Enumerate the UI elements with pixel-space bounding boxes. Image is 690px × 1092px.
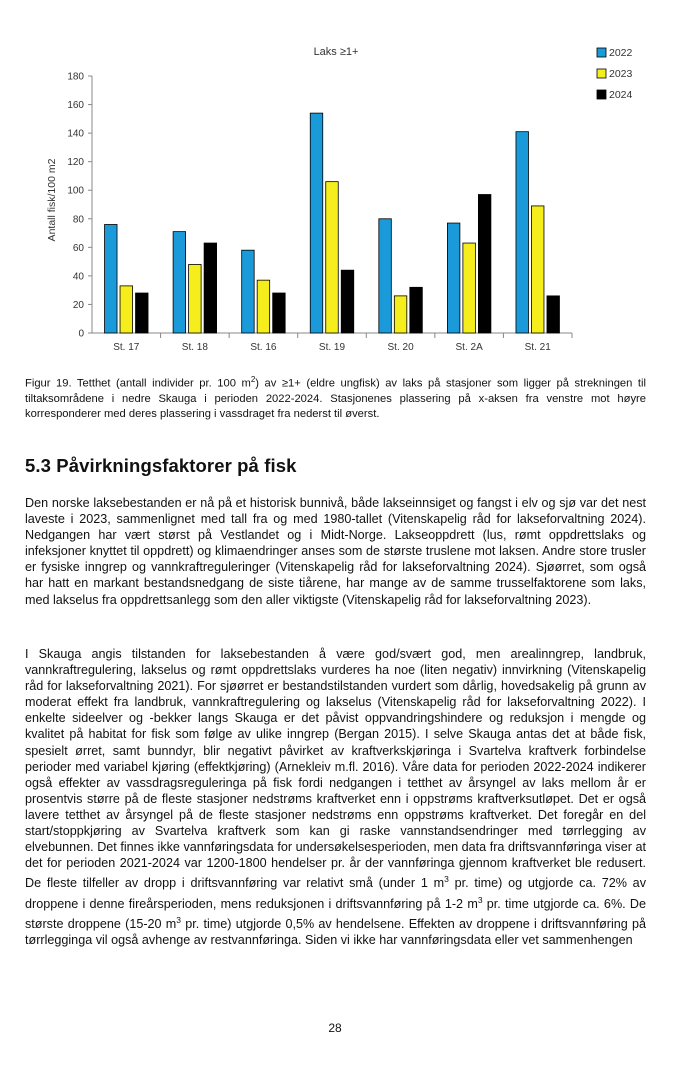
legend-swatch-2024 [597,90,606,99]
caption-rest: ) av ≥1+ (eldre ungfisk) av laks på stasjoner som ligger på strekningen til tiltaksområdene i nedre Skauga i perioden 2022-2024. Stasjonenes plassering på x-aksen fra venstre mot høyre korresponderer med deres plassering i vassdraget fra nederst til øverst. [25,377,646,420]
bar-2024-st21 [547,296,560,333]
paragraph-2-part-d: pr. time) utgjorde 0,5% av hendelsene. Effekten av droppene i driftsvannføring på tørrlegginga vil også avhenge av restvannføringa. Siden vi ikke har vannføringsdata eller vet sammenhengen [25,917,646,948]
paragraph-2-part-c: pr. time utgjorde ca. 6%. De største droppene (15-20 m [25,896,646,932]
bar-2022-st21 [516,132,529,333]
y-tick-label: 0 [78,328,84,340]
bar-2024-st17 [136,293,149,333]
superscript-1: 3 [444,874,449,885]
section-heading: 5.3 Påvirkningsfaktorer på fisk [25,455,297,476]
y-axis-label: Antall fisk/100 m2 [46,158,58,242]
bar-2024-st19 [341,270,354,333]
paragraph-2 [25,646,646,948]
legend-label-2024: 2024 [609,89,633,101]
bar-2023-st21 [531,206,544,333]
legend-swatch-2022 [597,48,606,57]
bar-2022-st20 [379,219,392,333]
x-tick-label: St. 16 [250,342,277,353]
paragraph-1: Den norske laksebestanden er nå på et historisk bunnivå, både lakseinnsiget og fangst i elv og sjø var det nest laveste i 2023, sammenlignet med tall fra og med 1980-tallet (Vitenskapelig råd for lakseforvaltning 2024). Nedgangen har vært størst på Vestlandet og i Midt-Norge. Lakseoppdrett (lus, rømt oppdrettslaks og infeksjoner knyttet til oppdrett) og klimaendringer anses som de største truslene mot laksen. Andre store trusler er fysiske inngrep og vannkraftreguleringer (Vitenskapelig råd for lakseforvaltning 2024). Sjøørret, som også har hatt en markant bestandsnedgang de siste tiårene, har mange av de samme trusselfaktorene som laks, med lakselus fra oppdrettsanlegg som den aller viktigste (Vitenskapelig råd for lakseforvaltning 2023). [25,496,646,607]
bar-2022-st16 [242,250,255,333]
chart-legend [597,47,633,101]
bar-2024-st2a [478,195,491,333]
bar-2023-st17 [120,286,132,333]
superscript-3: 3 [176,914,182,925]
y-tick-label: 100 [67,185,84,197]
paragraph-2-part-a: I Skauga angis tilstanden for laksebestanden å være god/svært god, men arealinngrep, landbruk, vannkraftregulering, lakselus og rømt oppdrettslaks vurderes ha noe (liten negativ) innvirkning (Vitenskapelig råd for lakseforvaltning 2021). For sjøørret er bestandstilstanden vurdert som dårlig, hovedsakelig på grunn av moderat effekt fra landbruk, vannkraftregulering og lakselus (Vitenskapelig råd for lakseforvaltning 2022). I enkelte sideelver og -bekker langs Skauga er det påvist oppvandringshindere og reduksjon i mengde og kvalitet på habitat for fisk som følge av ulike inngrep (Bergan 2015). I selve Skauga antas det at både fisk, spesielt ørret, samt bunndyr, blir negativt påvirket av kraftverkskjøringa i Svartelva kraftverk forbindelse perioder med variabel kjøring (effektkjøring) (Arnekleiv m.fl. 2016). Våre data for perioden 2022-2024 indikerer også effekter av vassdragsreguleringa på fisk fordi nedgangen i tetthet av årsyngel av laks mellom år er prosentvis større på de fleste stasjoner nedstrøms kraftverket enn i oppstrøms kraftverksutløpet. Det er også lavere tetthet av årsyngel på de fleste stasjoner nedstrøms enn oppstrøms kraftverket. Det foregår en del start/stoppkjøring av Svartelva kraftverk som kan gi raske vannstandsendringer med tørrlegging av elvebunnen. Det finnes ikke vannføringsdata for undersøkelsesperioden, men data fra driftsvannføringa viser at det for perioden 2021-2024 var 1200-1800 hendelser pr. år der vannføringa gjennom kraftverket ble redusert. De fleste tilfeller av dropp i driftsvannføring var relativt små (under 1 m [25,647,646,891]
y-tick-label: 60 [72,242,84,254]
x-tick-label: St. 19 [318,342,346,353]
y-tick-label: 140 [67,128,84,140]
bar-2022-st19 [310,113,323,333]
y-tick-label: 120 [67,157,84,169]
y-tick-label: 20 [72,299,84,311]
bar-2023-st18 [189,264,202,333]
x-tick-label: St. 21 [524,342,551,353]
bar-2023-st2a [463,243,476,333]
x-tick-label: St. 2A [455,342,483,353]
x-tick-label: St. 20 [387,342,414,353]
bar-2022-st18 [173,232,186,333]
bar-2023-st19 [326,182,339,333]
y-tick-label: 180 [67,71,84,83]
bar-2022-st17 [105,224,118,333]
caption-lead: Figur 19. Tetthet (antall individer pr. 100 m [25,377,251,390]
y-tick-label: 40 [72,271,84,283]
chart-title: Laks ≥1+ [313,46,359,58]
bar-2023-st20 [394,296,407,333]
bar-2024-st20 [410,287,423,333]
plot-area [67,72,572,354]
y-tick-label: 160 [67,100,84,112]
bar-2024-st18 [204,243,217,333]
bar-2023-st16 [257,280,270,333]
legend-swatch-2023 [597,69,606,78]
paragraph-2-part-b: pr. time) og utgjorde ca. 72% av droppene i denne fireårsperioden, mens reduksjonen i driftsvannføring på 1-2 m [25,876,646,911]
superscript-2: 3 [477,894,483,905]
legend-label-2022: 2022 [609,47,633,59]
bar-2024-st16 [273,293,286,333]
x-tick-label: St. 18 [181,342,208,353]
figure-caption [25,372,646,422]
caption-superscript: 2 [250,375,256,384]
x-tick-label: St. 17 [113,342,140,353]
page-number: 28 [328,1021,342,1035]
bar-2022-st2a [447,223,460,333]
y-tick-label: 80 [72,214,84,226]
bar-chart [40,40,660,360]
legend-label-2023: 2023 [609,68,633,80]
